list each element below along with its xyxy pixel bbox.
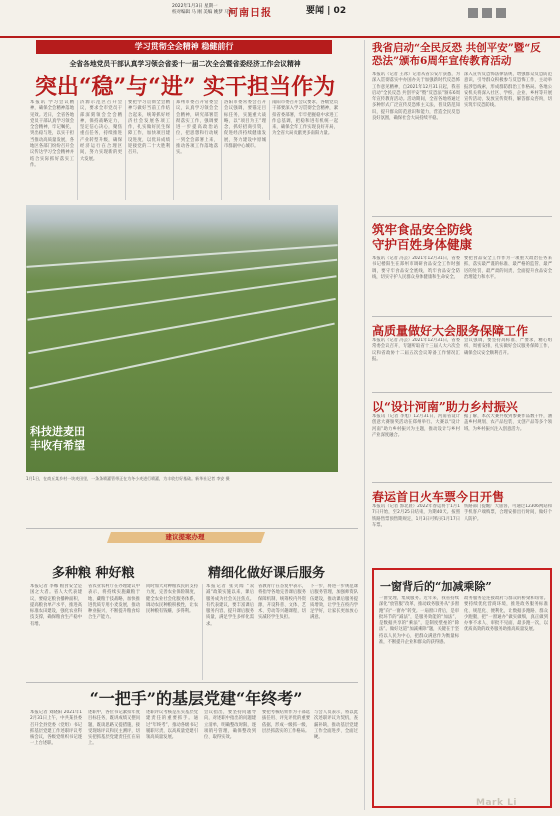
story5-body-left: 本报讯（记者 郭北晨）2022年春运将于1月17日开始，至2月25日结束，为期40天。按照铁路售票预售期规定，1月3日可购买1月17日车票。	[372, 504, 460, 528]
story1-title: 我省启动“全民反恐 共创平安”暨“反恐法”颁布6周年宣传教育活动	[372, 42, 541, 67]
commentary-body-right: 政务服务是连接政府与群众的桥梁和纽带。要持续优化营商环境，推进政务服务标准化、规范化、便利化，让数据多跑路、群众少跑腿，把“一窗通办”做实做细，真正做到办事不求人、审批不见面、最多跑一次，以优质高效的政务服务助推高质量发展。	[464, 596, 548, 633]
suggestion-col3: 同时加大对种粮农民的支持力度，完善农业保险制度，健全农业社会化服务体系，调动农民种粮积极性，让农民种粮有钱赚、多得利。	[146, 584, 198, 615]
story5-title: 春运首日火车票今日开售	[372, 490, 505, 504]
story3-body-left: 本报讯（记者 冯芸）2021年12月31日，省委常委会议召开，专题听取省十三届人大六次会议和省政协十二届五次会议筹备工作情况汇报。	[372, 338, 460, 362]
page-header	[0, 0, 560, 38]
date-text: 2022年1月3日 星期一	[172, 4, 218, 9]
lead-body-col5: 洛阳市委常委会召开会议强调，要锚定目标任务，实施重大战略，以“项目为王”理念，抓好招商引资，促进经济持续健康发展，努力建设中原城市群副中心城市。	[224, 100, 266, 150]
left-subheading: 多种粮 种好粮	[52, 566, 135, 581]
story2-title: 筑牢食品安全防线 守护百姓身体健康	[372, 222, 473, 252]
bottom-col6: 与会人员表示，将以此次述职评议为契机，查漏补缺，推动基层党建工作全面进步、全面过硬。	[314, 710, 358, 741]
bottom-col3: 述职评议考核是压实基层党建责任的重要抓手。通过“年终考”，推动各级书记履职尽责，以高质量党建引领高质量发展。	[146, 710, 198, 741]
qr-code-icon	[482, 8, 492, 18]
story4-body-left: 本报讯（记者 李旭）12月31日，河南省设计创意大赛颁奖活动在郑州举行。大赛以“设计河南”助力乡村振兴为主题，推动设计与乡村产业深度融合。	[372, 414, 460, 438]
story2-body-right: 要把食品安全工作作为一项重大政治任务来抓，落实最严谨的标准、最严格的监管、最严厉的处罚、最严肃的问责，全面提升食品安全治理能力和水平。	[464, 256, 552, 280]
story5-body-right: 铁路部门提醒广大旅客，可通过12306网站和手机客户端购票，合理安排出行时间，做好个人防护。	[464, 504, 552, 522]
commentary-box	[372, 568, 552, 808]
section-bar	[105, 532, 265, 543]
lead-body-col1: 本报讯 学习会议精神，确保全会精神落地见效。近日，全省各地党员干部认真学习领会全会精神，牢记嘱托，突出稳与进，以实干担当推动高质量发展，各地区各部门纷纷召开会议传达学习全会精神并结合实际抓好落实工作。	[30, 100, 74, 168]
suggestion-col4: 本报记者 张笑闻 “双减”政策实施以来，课后服务成为社会关注焦点。有代表建议，要丰富课后服务内容，提升课后服务质量，满足学生多样化需求。	[206, 584, 254, 627]
story1-body-left: 本报讯（记者 王冰）记者从省公安厅获悉，为深入贯彻落实中办国办关于加强新时代反恐怖工作意见精神，自2021年12月31日起，我省启动“全民反恐 共创平安”暨“反恐法”颁布6周年宣传教育活动。活动期间，全省各地将通过多种形式广泛宣传反恐怖主义法，普及防范知识，提升群众防范意识和能力，营造全民反恐良好氛围，确保社会大局持续平稳。	[372, 72, 460, 122]
bottom-col5: 要把考核结果作为干部选拔任用、评先评优的重要依据，形成一级抓一级、层层抓落实的工作格局。	[262, 710, 310, 734]
story3-title: 高质量做好大会服务保障工作	[372, 324, 529, 338]
qr-codes	[468, 8, 506, 18]
lead-banner: 学习贯彻全会精神 稳健前行	[36, 40, 332, 54]
bottom-col1: 本报记者 刘晓阳 2021年12月31日上午，中共某县委召开全县党委（党组）书记抓基层党建工作述职评议考核会议，各级党组织书记逐一上台述职。	[30, 710, 82, 747]
suggestion-col1: 本报记者 李娜 粮食安全是国之大者。省人大代表建议，要稳定粮食播种面积，提高粮食单产水平，推进高标准农田建设，强化农业科技支撑，确保粮食生产稳中有增。	[30, 584, 82, 627]
photo-overlay-caption	[30, 425, 85, 453]
photo-credit: 1月1日，在商丘某乡村一块麦田里，一条条喷灌管带正在为冬小麦进行喷灌，为丰收打好基础。新华社记者 李安 摄	[26, 476, 230, 481]
lead-body-col3: 要把学习贯彻全会精神与做好当前工作结合起来，统筹抓好经济社会发展各项工作，扎实做好民生保障工作，加快项目建设进度，以优异成绩迎接党的二十大胜利召开。	[128, 100, 170, 156]
bottom-headline: “一把手”的基层党建“年终考”	[89, 689, 303, 708]
lead-body-col4: 郑州市委召开常委会议，认真学习领会全会精神，研究部署贯彻落实工作，强调要进一步提高政治站位，把思想和行动统一到全会部署上来，推动各项工作落地落实。	[176, 100, 218, 156]
bottom-col2: 述职中，各位书记紧扣年度目标任务，既讲成绩又摆问题，既谈思路又提措施，接受现场评议和民主测评，切实把抓基层党建责任扛在肩上。	[88, 710, 140, 747]
photo-caption-text: 科技进麦田 丰收有希望	[30, 425, 85, 452]
lead-headline: 突出“稳”与“进” 实干担当作为	[34, 74, 336, 100]
editor-text: 校对编辑 马 刚 美编 姚梦 马丽	[172, 10, 234, 15]
commentary-body-left: 一窗受理，集成服务。近年来，我省持续深化“放管服”改革，推动政务服务从“多窗跑”向“一窗办”转变。一扇窗口背后，是审批环节的“减法”，是服务效能的“加法”，是数据共享的“乘法”，是制度壁垒的“除法”。做好这道“加减乘除”题，关键在于坚持以人民为中心，把群众满意作为衡量标准，不断提升企业和群众的获得感。	[379, 596, 459, 646]
suggestion-col6: 下一步，将进一步规范课后服务管理，加强师资队伍建设，推动课后服务提质增效，让学生在校内学足学好，让家长更加放心满意。	[310, 584, 358, 621]
commentary-title: 一窗背后的“加减乘除”	[380, 580, 492, 593]
story4-body-right: 据了解，本次大赛共收到参赛作品数千件，涵盖乡村规划、农产品包装、文创产品等多个领域，为乡村振兴注入创意活力。	[464, 414, 552, 432]
masthead: 河南日报	[228, 8, 272, 19]
qr-code-icon	[468, 8, 478, 18]
story3-body-right: 会议强调，要坚持高标准、严要求，精心组织、周密安排，扎实做好会议服务保障工作，确保会议安全顺利召开。	[464, 338, 552, 356]
qr-code-icon	[496, 8, 506, 18]
section-bar-label: 建议提案办理	[165, 533, 205, 541]
story2-body-left: 本报讯（记者 冯芸）2021年12月31日，省委书记楼阳生在郑州市调研食品安全工作时强调，要守牢食品安全底线，筑牢食品安全防线，切实守护人民群众身体健康和生命安全。	[372, 256, 460, 280]
story1-body-right: 深入宣传反恐怖法律法规，增强群众反恐防范意识，引导群众积极参与反恐怖工作，主动举报涉恐线索，形成群防群治工作格局。各地公安机关将深入社区、学校、企业、乡村等开展宣传活动，发放宣传资料，解答群众咨询，切实筑牢反恐防线。	[464, 72, 552, 109]
right-subheading: 精细化做好课后服务	[208, 566, 326, 581]
lead-subtitle: 全省各地党员干部认真学习领会省委十一届二次全会暨省委经济工作会议精神	[69, 60, 301, 68]
lead-body-col2: 济源示范区召开会议，要求全市党员干部深刻领会全会精神，保持战略定力，坚定信心决心，聚焦重点任务，持续推进产业转型升级，确保经济运行在合理区间，努力实现新的更大发展。	[80, 100, 122, 162]
lead-body-col6: 南阳市委召开会议要求，各级党员干部要深入学习贯彻全会精神，紧扣省委部署，牢牢把握稳中求进工作总基调，把稳和进有机统一起来，确保全年工作实现良好开局，为全省大局贡献更多南阳力量。	[272, 100, 338, 137]
suggestion-col2: 省农业农村厅在办理建议中表示，将持续实施藏粮于地、藏粮于技战略，加快推进优质专用小麦发展，推动种业振兴，不断提升粮食综合生产能力。	[88, 584, 140, 621]
suggestion-col5: 省教育厅在答复中表示，将指导各地完善课后服务保障机制，统筹校内外资源，开设科普、文体、艺术、劳动等兴趣课程，切实减轻学生负担。	[258, 584, 306, 621]
story4-title: 以“设计河南”助力乡村振兴	[372, 400, 518, 414]
watermark: Mark Li	[476, 798, 517, 808]
section-label: 要闻 | 02	[306, 6, 347, 16]
bottom-col4: 会议指出，要坚持问题导向，对述职中指出的问题建立清单，明确整改时限，逐项销号管理，确保整改到位、取得实效。	[204, 710, 256, 741]
